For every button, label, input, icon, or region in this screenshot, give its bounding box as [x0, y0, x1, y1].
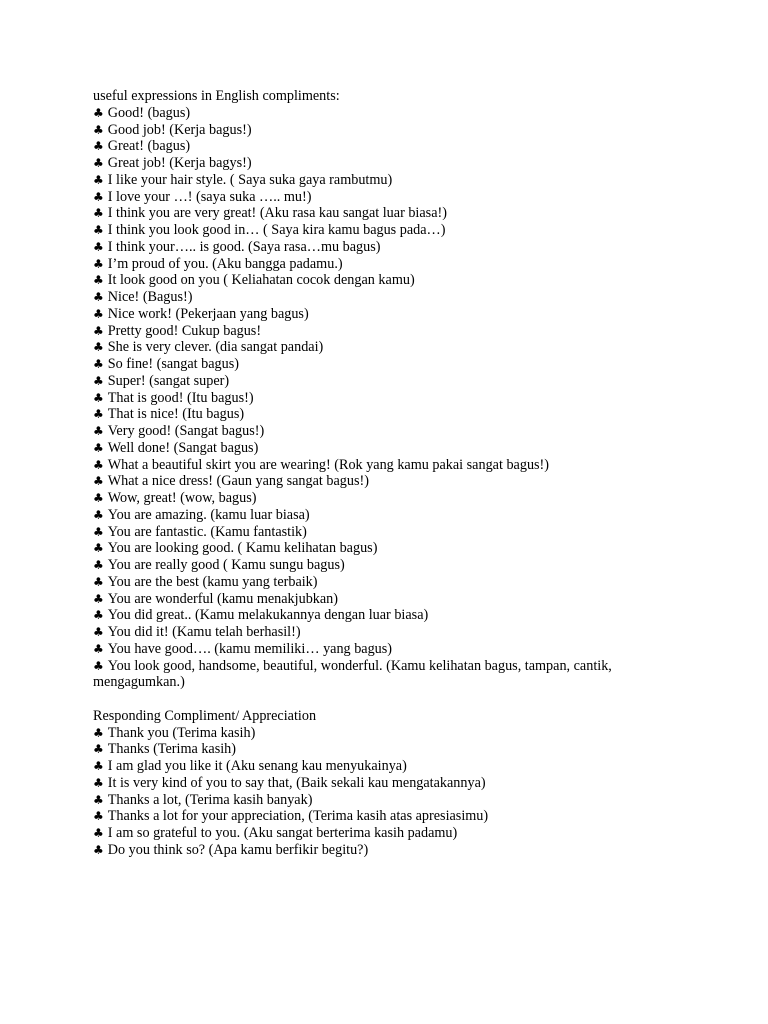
club-bullet-icon: ♣ — [93, 842, 104, 857]
compliment-item — [93, 574, 693, 591]
compliment-item-text: Great! (bagus) — [107, 138, 191, 155]
compliment-item — [93, 356, 693, 373]
club-bullet-icon: ♣ — [93, 156, 104, 170]
club-bullet-icon: ♣ — [93, 407, 104, 422]
response-item-text: I am glad you like it (Aku senang kau menyukainya) — [107, 758, 407, 774]
compliment-item-text: Wow, great! (wow, bagus) — [107, 490, 257, 506]
club-bullet-icon: ♣ — [93, 139, 104, 154]
response-item — [93, 825, 693, 842]
compliment-item-text: You are looking good. ( Kamu kelihatan bagus) — [107, 540, 378, 557]
response-item — [93, 842, 693, 859]
compliment-item-text: So fine! (sangat bagus) — [107, 356, 239, 372]
compliments-list — [93, 105, 693, 691]
club-bullet-icon: ♣ — [93, 424, 104, 438]
club-bullet-icon: ♣ — [93, 742, 104, 757]
compliment-item — [93, 222, 693, 239]
compliment-item-text: Good! (bagus) — [107, 104, 191, 121]
compliment-item-text: She is very clever. (dia sangat pandai) — [107, 339, 324, 356]
compliment-item — [93, 390, 693, 407]
club-bullet-icon: ♣ — [93, 357, 104, 371]
compliment-item-text: Great job! (Kerja bagys!) — [107, 155, 252, 171]
club-bullet-icon: ♣ — [93, 826, 104, 840]
compliment-item — [93, 272, 693, 289]
compliment-item-text: You are wonderful (kamu menakjubkan) — [107, 590, 338, 607]
compliment-item — [93, 658, 693, 692]
club-bullet-icon: ♣ — [93, 792, 104, 807]
compliment-item — [93, 641, 693, 658]
compliment-item-text: I think your….. is good. (Saya rasa…mu bagus) — [107, 238, 381, 255]
compliment-item-text: That is nice! (Itu bagus) — [107, 406, 245, 423]
club-bullet-icon: ♣ — [93, 507, 104, 522]
club-bullet-icon: ♣ — [93, 725, 104, 740]
club-bullet-icon: ♣ — [93, 105, 104, 120]
compliment-item-text: I’m proud of you. (Aku bangga padamu.) — [107, 255, 343, 272]
club-bullet-icon: ♣ — [93, 641, 104, 656]
compliment-item — [93, 172, 693, 189]
compliment-item — [93, 239, 693, 256]
response-item-text: Thanks (Terima kasih) — [107, 741, 236, 758]
compliment-item-text: Nice! (Bagus!) — [107, 289, 193, 305]
club-bullet-icon: ♣ — [93, 223, 104, 237]
compliment-item — [93, 406, 693, 423]
response-item — [93, 741, 693, 758]
club-bullet-icon: ♣ — [93, 290, 104, 304]
responses-list — [93, 725, 693, 859]
compliment-item-text: Nice work! (Pekerjaan yang bagus) — [107, 305, 309, 322]
compliment-item — [93, 591, 693, 608]
compliment-item-text: I love your …! (saya suka ….. mu!) — [107, 188, 312, 205]
club-bullet-icon: ♣ — [93, 541, 104, 556]
club-bullet-icon: ♣ — [93, 775, 104, 790]
response-item-text: Thanks a lot, (Terima kasih banyak) — [107, 791, 313, 808]
club-bullet-icon: ♣ — [93, 440, 104, 455]
section-spacer — [93, 691, 693, 708]
response-item-text: It is very kind of you to say that, (Baik sekali kau mengatakannya) — [107, 774, 486, 791]
compliment-item — [93, 423, 693, 440]
compliment-item-text: You are really good ( Kamu sungu bagus) — [107, 557, 345, 573]
compliment-item — [93, 440, 693, 457]
compliment-item-text: Very good! (Sangat bagus!) — [107, 423, 265, 439]
club-bullet-icon: ♣ — [93, 574, 104, 589]
compliment-item — [93, 105, 693, 122]
compliment-item-text: I think you look good in… ( Saya kira kamu bagus pada…) — [107, 222, 446, 238]
compliment-item-text: Super! (sangat super) — [107, 372, 230, 389]
compliment-item — [93, 607, 693, 624]
compliment-item-text: You have good…. (kamu memiliki… yang bagus) — [107, 640, 393, 657]
compliment-item — [93, 323, 693, 340]
section-heading-compliments: useful expressions in English compliments: — [93, 88, 340, 104]
club-bullet-icon: ♣ — [93, 273, 104, 288]
compliment-item-text: You are the best (kamu yang terbaik) — [107, 573, 318, 590]
compliment-item — [93, 138, 693, 155]
compliment-item — [93, 624, 693, 641]
club-bullet-icon: ♣ — [93, 172, 104, 187]
compliment-item — [93, 524, 693, 541]
compliment-item-text: Well done! (Sangat bagus) — [107, 439, 259, 456]
compliment-item-text: That is good! (Itu bagus!) — [107, 389, 254, 406]
compliment-item — [93, 473, 693, 490]
compliment-item-text: I like your hair style. ( Saya suka gaya rambutmu) — [107, 171, 393, 188]
compliment-item — [93, 306, 693, 323]
compliment-item — [93, 205, 693, 222]
club-bullet-icon: ♣ — [93, 306, 104, 321]
response-item — [93, 792, 693, 809]
compliment-item-text: You are amazing. (kamu luar biasa) — [107, 506, 310, 523]
compliment-item-text: You did it! (Kamu telah berhasil!) — [107, 624, 301, 640]
club-bullet-icon: ♣ — [93, 390, 104, 405]
compliment-item-text: Good job! (Kerja bagus!) — [107, 121, 252, 138]
club-bullet-icon: ♣ — [93, 524, 104, 539]
compliment-item — [93, 457, 693, 474]
compliment-item-text: You did great.. (Kamu melakukannya dengan luar biasa) — [107, 607, 429, 624]
document-page — [93, 88, 693, 859]
response-item — [93, 808, 693, 825]
club-bullet-icon: ♣ — [93, 206, 104, 221]
response-item-text: I am so grateful to you. (Aku sangat berterima kasih padamu) — [107, 825, 458, 841]
compliment-item — [93, 490, 693, 507]
response-item-text: Thank you (Terima kasih) — [107, 724, 256, 741]
compliment-item-text: I think you are very great! (Aku rasa kau sangat luar biasa!) — [107, 205, 447, 222]
response-item — [93, 725, 693, 742]
compliment-item — [93, 122, 693, 139]
compliment-item-text: You are fantastic. (Kamu fantastik) — [107, 523, 307, 540]
response-item-text: Thanks a lot for your appreciation, (Terima kasih atas apresiasimu) — [107, 808, 489, 825]
compliment-item-text: It look good on you ( Keliahatan cocok dengan kamu) — [107, 272, 415, 289]
club-bullet-icon: ♣ — [93, 457, 104, 472]
compliment-item — [93, 557, 693, 574]
response-item — [93, 775, 693, 792]
compliment-item — [93, 155, 693, 172]
compliment-item-text: You look good, handsome, beautiful, wonderful. (Kamu kelihatan bagus, tampan, cantik, mengagumkan.) — [93, 657, 612, 691]
club-bullet-icon: ♣ — [93, 474, 104, 489]
club-bullet-icon: ♣ — [93, 558, 104, 572]
club-bullet-icon: ♣ — [93, 658, 104, 673]
compliment-item — [93, 339, 693, 356]
club-bullet-icon: ♣ — [93, 608, 104, 623]
club-bullet-icon: ♣ — [93, 340, 104, 355]
club-bullet-icon: ♣ — [93, 189, 104, 204]
club-bullet-icon: ♣ — [93, 491, 104, 505]
club-bullet-icon: ♣ — [93, 323, 104, 338]
compliment-item — [93, 256, 693, 273]
club-bullet-icon: ♣ — [93, 122, 104, 137]
compliment-item — [93, 507, 693, 524]
section-heading-responding: Responding Compliment/ Appreciation — [93, 707, 317, 724]
club-bullet-icon: ♣ — [93, 239, 104, 254]
compliment-item — [93, 289, 693, 306]
compliment-item — [93, 373, 693, 390]
club-bullet-icon: ♣ — [93, 625, 104, 639]
club-bullet-icon: ♣ — [93, 809, 104, 824]
compliment-item — [93, 189, 693, 206]
club-bullet-icon: ♣ — [93, 759, 104, 773]
club-bullet-icon: ♣ — [93, 256, 104, 271]
compliment-item — [93, 540, 693, 557]
compliment-item-text: What a beautiful skirt you are wearing! (Rok yang kamu pakai sangat bagus!) — [107, 456, 550, 473]
response-item — [93, 758, 693, 775]
club-bullet-icon: ♣ — [93, 373, 104, 388]
compliment-item-text: What a nice dress! (Gaun yang sangat bagus!) — [107, 473, 369, 490]
club-bullet-icon: ♣ — [93, 591, 104, 606]
compliment-item-text: Pretty good! Cukup bagus! — [107, 322, 262, 339]
response-item-text: Do you think so? (Apa kamu berfikir begitu?) — [107, 841, 369, 858]
